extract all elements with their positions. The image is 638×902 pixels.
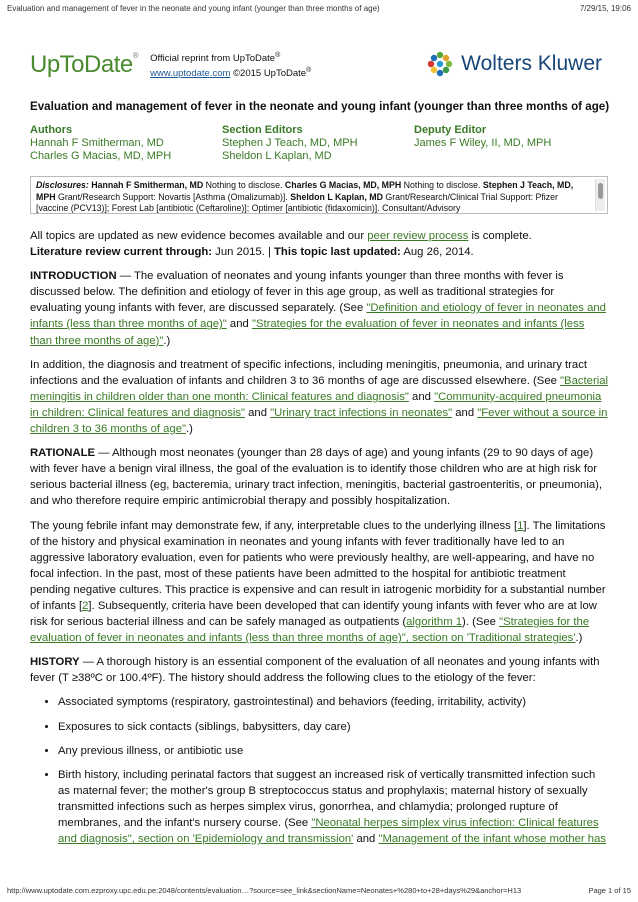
reprint-copyright: ©2015 UpToDate — [233, 68, 307, 80]
paragraph-text: — The evaluation of neonates and young infants younger than three months with fever is discussed below. The definition and etiology of fever in this age group, as well as traditional strategies for evaluating young infants with fever, are discussed separately. (See — [30, 270, 564, 315]
paragraph-text: .) — [163, 334, 171, 347]
disclosure-text: Nothing to disclose. — [401, 180, 483, 190]
deputy-editor-heading: Deputy Editor — [414, 124, 487, 136]
paragraph-text: and — [245, 406, 271, 419]
list-item: • Associated symptoms (respiratory, gastrointestinal) and behaviors (feeding, irritability, activity) — [58, 694, 608, 710]
uptodate-brand — [30, 50, 311, 80]
paragraph-text: and — [408, 390, 435, 403]
paragraph-text: and — [452, 406, 478, 419]
update-text: is complete. — [468, 230, 532, 242]
list-item — [58, 767, 608, 847]
update-text: All topics are updated as new evidence becomes available and our — [30, 230, 368, 242]
peer-review-link[interactable]: peer review process — [367, 230, 469, 242]
rationale-paragraph — [30, 445, 608, 509]
list-item: • Exposures to sick contacts (siblings, babysitters, day care) — [58, 719, 608, 735]
paragraph-text: and — [226, 318, 252, 331]
introduction-heading: INTRODUCTION — [30, 270, 117, 283]
section-editors-heading: Section Editors — [222, 124, 303, 136]
author-link[interactable]: Charles G Macias, MD, MPH — [30, 150, 172, 162]
wolters-kluwer-icon — [426, 50, 454, 78]
deputy-editor-link[interactable]: James F Wiley, II, MD, MPH — [414, 137, 552, 149]
paragraph-text: In addition, the diagnosis and treatment of specific infections, including meningitis, pneumonia, and urinary tract infections and the evaluation of infants and children 3 to 36 months of age are discussed elsewhere. (See — [30, 358, 588, 387]
topic-link[interactable]: "Strategies for the evaluation of fever in neonates and infants (less than three months of age)", section on 'Traditional strategies' — [30, 616, 590, 645]
topic-link[interactable]: "Community-acquired pneumonia in children: Clinical features and diagnosis" — [30, 390, 602, 419]
reference-link[interactable]: 1 — [517, 519, 524, 532]
section-editors-column — [222, 124, 414, 163]
scrollbar-thumb[interactable] — [598, 183, 603, 199]
topic-link[interactable]: "Strategies for the evaluation of fever in neonates and infants (less than three months of age)" — [30, 318, 585, 347]
history-heading: HISTORY — [30, 656, 80, 669]
uptodate-logo[interactable]: UpToDate® — [30, 51, 139, 79]
print-footer — [7, 886, 631, 895]
introduction-paragraph — [30, 268, 608, 348]
disclosure-name: Charles G Macias, MD, MPH — [284, 180, 402, 190]
topic-link[interactable]: "Definition and etiology of fever in neonates and infants (less than three months of age)" — [30, 302, 606, 331]
disclosure-text: Nothing to disclose. — [203, 180, 285, 190]
last-updated-label: This topic last updated: — [274, 246, 401, 259]
contributors — [30, 124, 610, 163]
uptodate-link[interactable]: www.uptodate.com — [150, 68, 231, 80]
rationale-heading: RATIONALE — [30, 447, 96, 460]
paragraph-text: and — [353, 833, 379, 846]
disclosure-text: Grant/Research/Clinical Trial Support: Pfizer [vaccine (PCV13)]; Forest Lab [antibiotic (Ceftaroline)]; Optimer [antibiotic (fidaxomicin)]. Consultant/Advisory — [36, 191, 558, 213]
disclosures-scrollbar[interactable] — [595, 179, 605, 211]
update-notice — [30, 228, 608, 260]
authors-column — [30, 124, 222, 163]
page-number: Page 1 of 15 — [588, 886, 631, 895]
topic-link[interactable]: "Urinary tract infections in neonates" — [270, 406, 453, 419]
authors-heading: Authors — [30, 124, 73, 136]
article-title: Evaluation and management of fever in the neonate and young infant (younger than three months of age) — [30, 100, 610, 113]
wolters-kluwer-logo — [426, 50, 602, 78]
history-paragraph — [30, 654, 608, 686]
topic-link[interactable]: "Management of the infant whose mother has — [378, 833, 607, 846]
author-link[interactable]: Hannah F Smitherman, MD — [30, 137, 164, 149]
print-header-title: Evaluation and management of fever in the neonate and young infant (younger than three months of age) — [7, 4, 380, 13]
history-list — [30, 694, 608, 847]
disclosures-label: Disclosures: — [36, 180, 89, 190]
uptodate-logo-text: UpToDate — [30, 51, 133, 79]
paragraph-text: ]. The limitations of the history and physical examination in neonates and young infants with fever traditionally have led to an aggressive laboratory evaluation, even for patients who were previously healthy, are well-appearing, and have no focal infection. In the past, most of these patients have been admitted to the hospital for antibiotic treatment pending negative cultures. This practice is expensive and can result in iatrogenic morbidity for a substantial number of infants [ — [30, 519, 606, 612]
paragraph-text: Birth history, including perinatal factors that suggest an increased risk of vertically transmitted infection such as maternal fever; the mother's group B streptococcus status and prophylaxis; maternal history of sexually transmitted infections such as herpes simplex virus, gonorrhea, and chlamydia; prolonged rupture of membranes, and the infant's nursery course. (See — [58, 768, 596, 829]
paragraph-text: ). (See — [462, 616, 500, 629]
related-topics-paragraph — [30, 357, 608, 437]
reference-link[interactable]: 2 — [82, 599, 89, 612]
disclosure-name: Hannah F Smitherman, MD — [91, 180, 204, 190]
paragraph-text: .) — [575, 632, 583, 645]
topic-link[interactable]: "Bacterial meningitis in children older than one month: Clinical features and diagnosis" — [30, 374, 609, 403]
paragraph-text: ]. Subsequently, criteria have been developed that can identify young infants with fever who are at low risk for serious bacterial illness and can be safely managed as outpatients ( — [30, 599, 597, 629]
section-editor-link[interactable]: Stephen J Teach, MD, MPH — [222, 137, 358, 149]
deputy-editor-column — [414, 124, 606, 163]
wolters-kluwer-wordmark: Wolters Kluwer — [461, 52, 602, 75]
disclosures-box[interactable] — [30, 176, 608, 214]
list-item: • Any previous illness, or antibiotic use — [58, 743, 608, 759]
print-header-datetime: 7/29/15, 19:06 — [579, 4, 631, 13]
reprint-notice: Official reprint from UpToDate® www.uptodate.com ©2015 UpToDate® — [150, 52, 312, 80]
paragraph-text: — Although most neonates (younger than 28 days of age) and young infants (29 to 90 days of age) with fever have a benign viral illness, the goal of the evaluation is to identify those children who are at high risk for serious bacterial illness (eg, bacteremia, urinary tract infection, meningitis, bacterial gastroenteritis, or pneumonia), and who therefore require empiric antimicrobial therapy and possibly hospitalization. — [30, 447, 603, 508]
reprint-line: Official reprint from UpToDate — [150, 53, 276, 65]
algorithm-link[interactable]: algorithm 1 — [406, 616, 463, 629]
disclosure-name: Sheldon L Kaplan, MD — [290, 191, 383, 202]
topic-link[interactable]: "Fever without a source in children 3 to 36 months of age" — [30, 406, 608, 436]
section-editor-link[interactable]: Sheldon L Kaplan, MD — [222, 150, 332, 162]
disclosure-text: Grant/Research Support: Novartis [Asthma (Omalizumab)]. — [55, 191, 291, 202]
paragraph-text: — A thorough history is an essential component of the evaluation of all neonates and young infants with fever (T ≥38ºC or 100.4ºF). The history should address the following clues to the etiology of the fever: — [30, 656, 600, 685]
febrile-infant-paragraph — [30, 518, 608, 647]
print-footer-url: http://www.uptodate.com.ezproxy.upc.edu.pe:2048/contents/evaluation…?source=see_link&sectionName=Neonates+%280+to+28+days%29&anchor=H13 — [7, 886, 522, 895]
literature-review-date: Jun 2015. | — [212, 246, 275, 259]
topic-link[interactable]: "Neonatal herpes simplex virus infection: Clinical features and diagnosis", section on 'Epidemiology and transmission' — [58, 817, 599, 846]
paragraph-text: .) — [186, 423, 193, 436]
last-updated-date: Aug 26, 2014. — [400, 246, 474, 259]
paragraph-text: The young febrile infant may demonstrate few, if any, interpretable clues to the underlying illness [ — [30, 519, 518, 532]
literature-review-label: Literature review current through: — [30, 246, 213, 259]
disclosure-name: Stephen J Teach, MD, MPH — [36, 180, 574, 202]
print-header — [7, 4, 631, 13]
article-body — [30, 228, 608, 855]
